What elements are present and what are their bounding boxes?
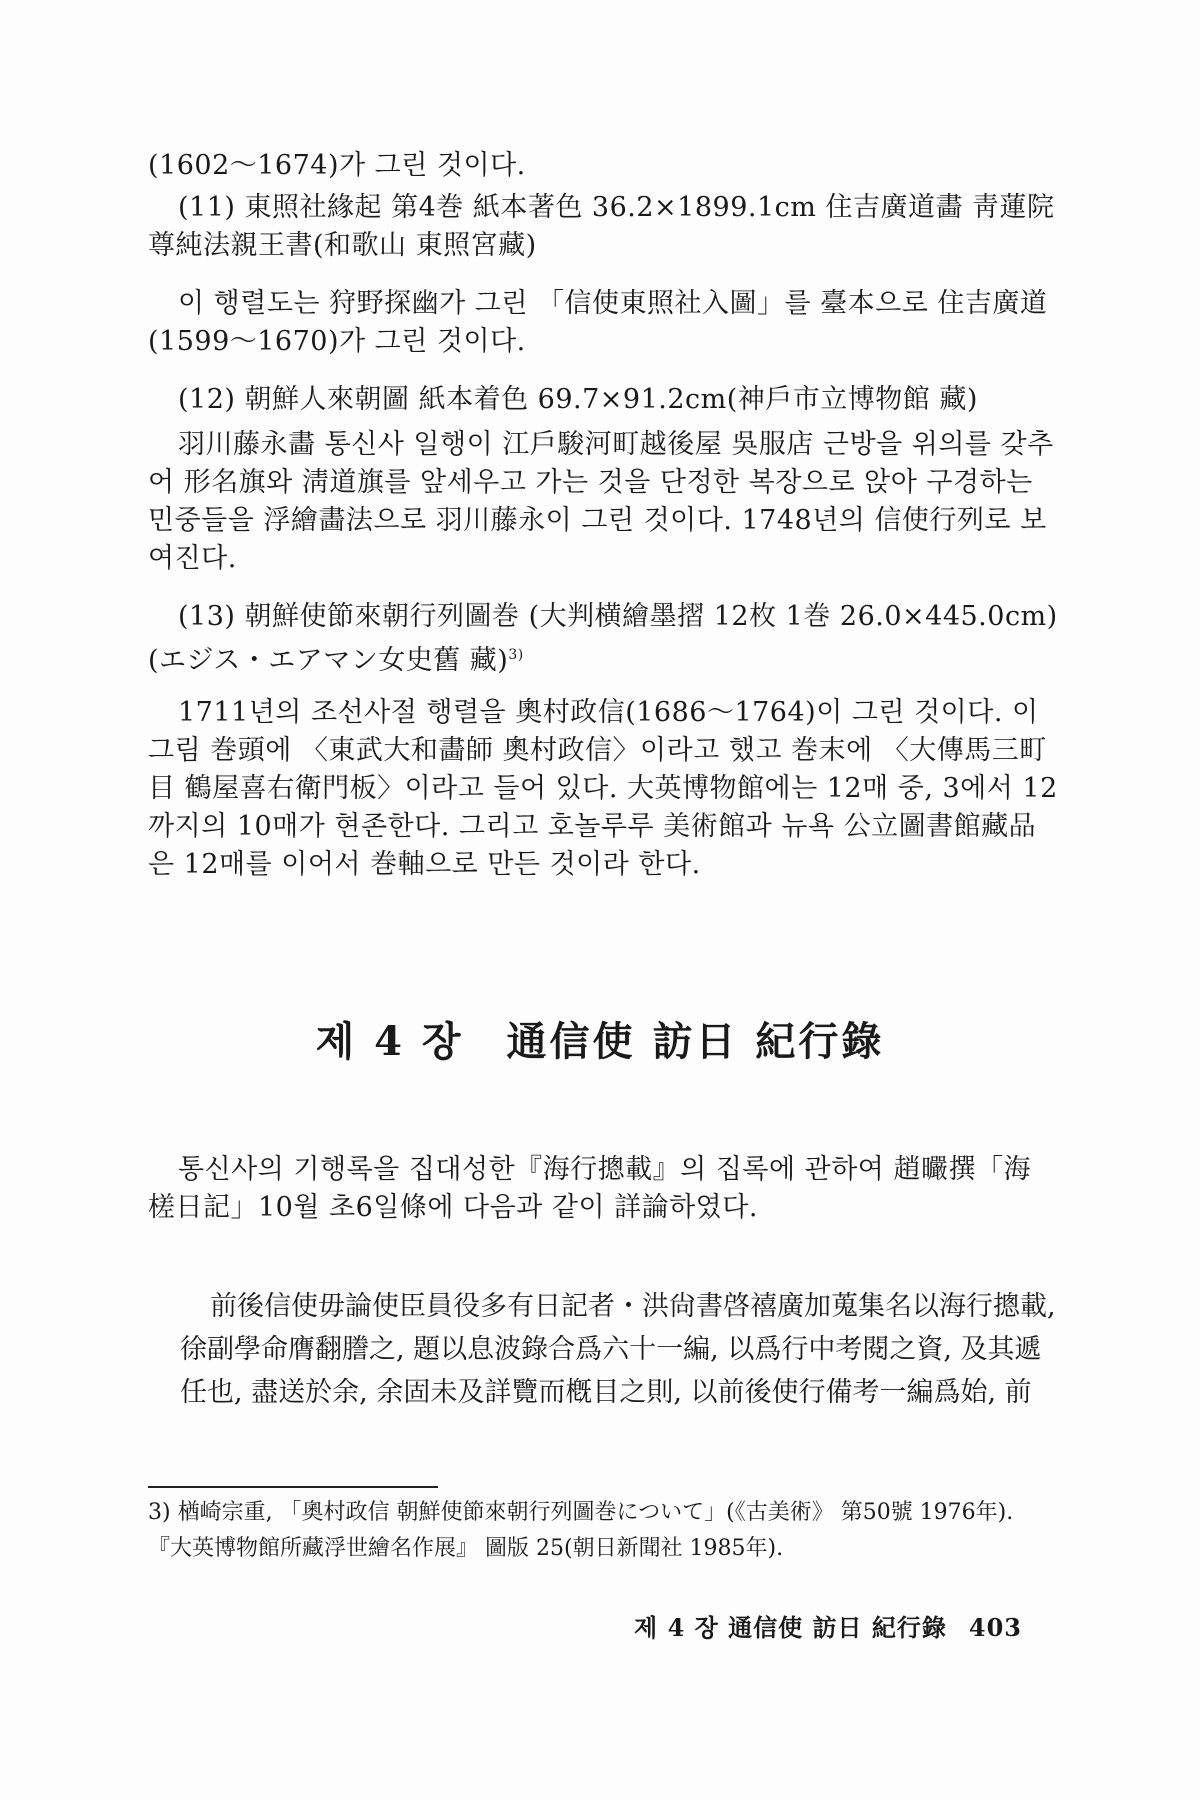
running-title: 제 4 장 通信使 訪日 紀行錄 (634, 1613, 947, 1642)
body-paragraph: 1711년의 조선사절 행렬을 奧村政信(1686～1764)이 그린 것이다. 이 그림 巻頭에 〈東武大和畵師 奧村政信〉이라고 했고 巻末에 〈大傳馬三町目 鶴屋喜右衛門板〉이라고 들어 있다. 大英博物館에는 12매 중, 3에서 12까지의 10매가 현존한다. 그리고 호놀루루 美術館과 뉴욕 公立圖書館藏品은 12매를 이어서 巻軸으로 만든 것이라 한다. (148, 697, 1058, 880)
catalog-entry-13-text: (13) 朝鮮使節來朝行列圖巻 (大判横繪墨摺 12枚 1巻 26.0×445.0cm)(エジス・エアマン女史舊 藏) (148, 601, 1058, 676)
footnote: 3) 楢崎宗重, 「奧村政信 朝鮮使節來朝行列圖巻について」(《古美術》 第50號 1976年). 『大英博物館所藏浮世繪名作展』 圖版 25(朝日新聞社 1985年). (148, 1500, 1014, 1561)
catalog-entry-11: (11) 東照社緣起 第4巻 紙本著色 36.2×1899.1cm 住吉廣道畵 靑蓮院 尊純法親王書(和歌山 東照宮藏) (148, 192, 1055, 261)
footnote-marker: 3) (508, 647, 524, 663)
quoted-passage: 前後信使毋論使臣員役多有日記者・洪尙書啓禧廣加蒐集名以海行摠載, 徐副學命膺翻謄之, 題以息波錄合爲六十一編, 以爲行中考閱之資, 及其遞任也, 盡送於余, 余固未及詳覽而槪目之則, 以前後使行備考一編爲始, 前 (180, 1291, 1056, 1408)
body-paragraph: (1602～1674)가 그린 것이다. (148, 150, 526, 181)
intro-paragraph: 통신사의 기행록을 집대성한『海行摠載』의 집록에 관하여 趙曮撰「海槎日記」10월 초6일條에 다음과 같이 詳論하였다. (148, 1154, 1031, 1223)
catalog-entry-12: (12) 朝鮮人來朝圖 紙本着色 69.7×91.2cm(神戶市立博物館 藏) (178, 384, 978, 415)
chapter-heading: 제 4 장 通信使 訪日 紀行錄 (315, 1018, 885, 1065)
footnote-divider (148, 1486, 438, 1488)
body-paragraph: 羽川藤永畵 통신사 일행이 江戶駿河町越後屋 吳服店 근방을 위의를 갖추어 形名旗와 淸道旗를 앞세우고 가는 것을 단정한 복장으로 앉아 구경하는 민중들을 浮繪畵法으로 羽川藤永이 그린 것이다. 1748년의 信使行列로 보여진다. (148, 429, 1054, 574)
catalog-entry-13 (148, 598, 1058, 680)
page-number: 403 (968, 1613, 1022, 1642)
page-footer (634, 1608, 1022, 1643)
body-paragraph: 이 행렬도는 狩野探幽가 그린 「信使東照社入圖」를 臺本으로 住吉廣道(1599～1670)가 그린 것이다. (148, 288, 1048, 357)
